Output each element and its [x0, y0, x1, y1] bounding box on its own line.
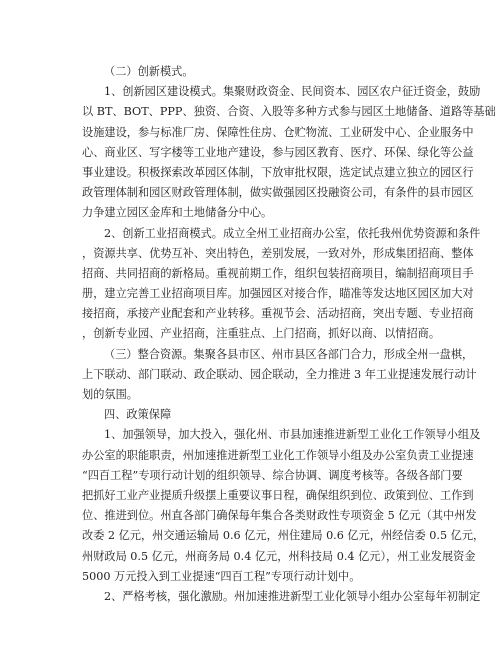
- text-line: “四百工程”专项行动计划的组织领导、综合协调、调度考核等。各级各部门要: [82, 468, 463, 482]
- paragraph-assessment: [82, 587, 481, 607]
- text-line: 册，建立完善工业招商项目库。加强园区对接合作，瞄准等发达地区园区加大对: [82, 287, 474, 301]
- paragraph-investment-attraction: [82, 224, 481, 345]
- text-line: 划的氛围。: [82, 388, 138, 401]
- text-line: （三）整合资源。集聚各县市区、州市县区各部门合力，形成全州一盘棋，: [104, 347, 474, 361]
- text-line: 接招商，承接产业配套和产业转移。重视节会、活动招商，突出专题、专业招商: [82, 307, 474, 321]
- text-line: 办公室的职能职责，州加速推进新型工业化工作领导小组及办公室负责工业提速: [82, 448, 474, 462]
- text-line: 州财政局 0.5 亿元，州商务局 0.4 亿元，州科技局 0.4 亿元），州工业发展资金: [82, 549, 476, 563]
- text-line: 1、加强领导，加大投入，强化州、市县加速推进新型工业化工作领导小组及: [104, 428, 481, 442]
- text-line: 改委 2 亿元，州交通运输局 0.6 亿元，州住建局 0.6 亿元，州经信委 0.5 亿元，: [82, 529, 485, 543]
- text-line: 招商、共同招商的新格局。重视前期工作，组织包装招商项目，编制招商项目手: [82, 266, 474, 280]
- text-line: 5000 万元投入到工业提速“四百工程”专项行动计划中。: [82, 569, 361, 583]
- paragraph-resource-integration: [82, 345, 477, 406]
- text-line: 1、创新园区建设模式。集聚财政资金、民间资本、园区农户征迁资金，鼓励: [104, 85, 481, 99]
- text-line: 心、商业区、写字楼等工业地产建设，参与园区教育、医疗、环保、绿化等公益: [82, 145, 474, 159]
- text-line: 力争建立园区金库和土地储备分中心。: [82, 206, 273, 220]
- text-line: 以 BT、BOT、PPP、独资、合资、入股等多种方式参与园区土地储备、道路等基础: [82, 105, 496, 119]
- text-line: 事业建设。积极探索改革园区体制，下放审批权限，选定试点建立独立的园区行: [82, 165, 474, 179]
- paragraph-park-construction: [82, 82, 496, 223]
- paragraph-leadership: [82, 425, 485, 587]
- text-line: 政管理体制和园区财政管理体制，做实做强园区投融资公司，有条件的县市园区: [82, 186, 474, 200]
- text-line: ，资源共享、优势互补、突出特色，差别发展，一致对外，形成集团招商、整体: [82, 246, 474, 260]
- text-line: 上下联动、部门联动、政企联动、园企联动，全力推进 3 年工业提速发展行动计: [82, 367, 477, 381]
- heading-innovation-mode: （二）创新模式。: [104, 65, 194, 78]
- text-line: 设施建设，参与标准厂房、保障性住房、仓贮物流、工业研发中心、企业服务中: [82, 125, 474, 139]
- heading-policy-guarantee: 四、政策保障: [104, 408, 172, 422]
- text-line: 把抓好工业产业提质升级摆上重要议事日程，确保组织到位、政策到位、工作到: [82, 488, 474, 502]
- text-line: 2、创新工业招商模式。成立全州工业招商办公室，依托我州优势资源和条件: [104, 226, 481, 240]
- text-line: ，创新专业园、产业招商，注重驻点、上门招商，抓好以商、以情招商。: [82, 327, 441, 341]
- text-line: 位、推进到位。州直各部门确保每年集合各类财政性专项资金 5 亿元（其中州发: [82, 509, 477, 523]
- text-line: 2、严格考核，强化激励。州加速推进新型工业化领导小组办公室每年初制定: [104, 589, 481, 603]
